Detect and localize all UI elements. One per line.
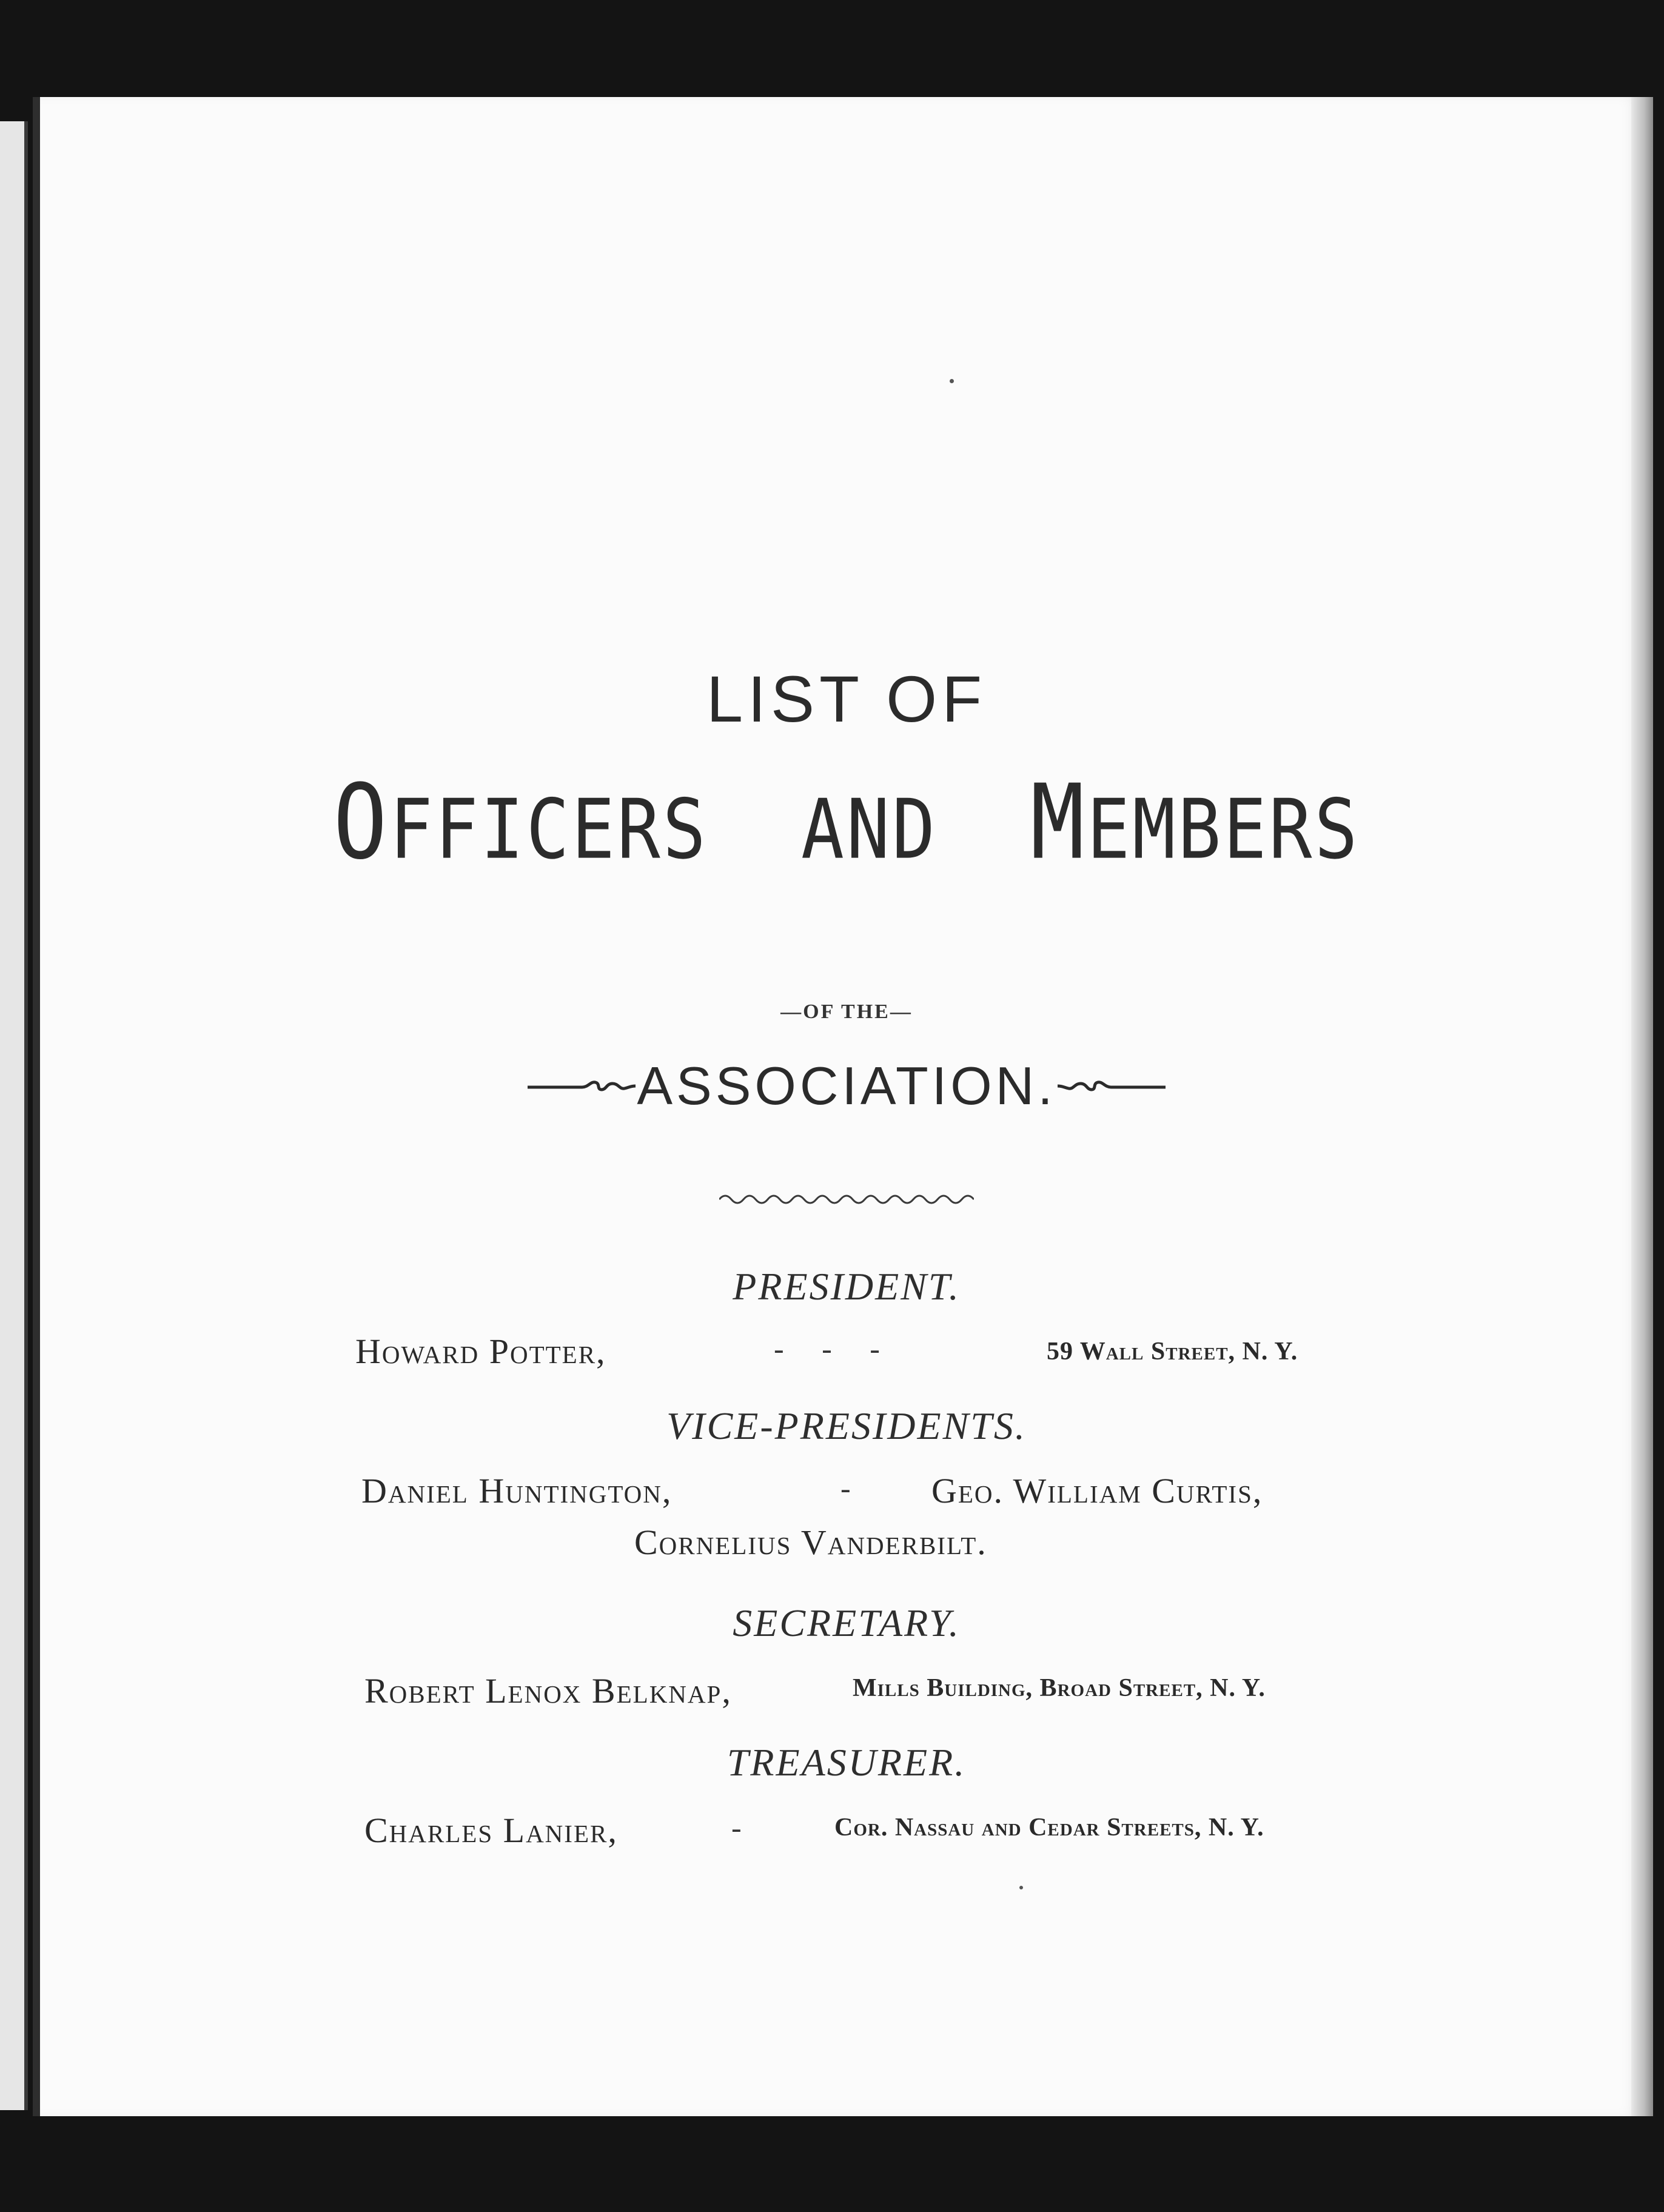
secretary-name: Robert Lenox Belknap, <box>364 1671 732 1711</box>
vice-president-name-2: Geo. William Curtis, <box>931 1471 1263 1510</box>
heading-secretary: SECRETARY. <box>733 1601 961 1644</box>
heading-president: PRESIDENT. <box>733 1265 961 1308</box>
president-leader-dashes: - - - <box>774 1332 880 1366</box>
right-flourish-ornament <box>1056 1074 1166 1098</box>
heading-vice-presidents: VICE-PRESIDENTS. <box>666 1404 1027 1447</box>
title-officers-rest: FFICERS <box>389 781 708 877</box>
treasurer-name: Charles Lanier, <box>364 1811 618 1850</box>
vice-president-name-1: Daniel Huntington, <box>361 1471 673 1510</box>
wavy-rule-ornament <box>40 1188 1653 1210</box>
title-association-row <box>40 1055 1653 1117</box>
title-of-the: —OF THE— <box>780 1000 913 1023</box>
president-address: 59 Wall Street, N. Y. <box>1047 1338 1298 1366</box>
vice-president-dash: - <box>840 1471 851 1505</box>
treasurer-address: Cor. Nassau and Cedar Streets, N. Y. <box>834 1814 1264 1842</box>
title-members-rest: EMBERS <box>1087 781 1360 877</box>
title-cap-m: M <box>1030 762 1087 882</box>
title-list-of: LIST OF <box>706 662 987 736</box>
title-officers-and-members <box>40 762 1653 882</box>
vice-president-name-3: Cornelius Vanderbilt. <box>634 1523 987 1562</box>
left-flourish-ornament <box>528 1074 637 1098</box>
facing-page-edge <box>0 121 28 2110</box>
secretary-address: Mills Building, Broad Street, N. Y. <box>853 1674 1266 1702</box>
title-and: AND <box>800 781 938 877</box>
paper-speck <box>950 379 954 383</box>
paper-speck <box>1019 1886 1023 1889</box>
title-cap-o: O <box>333 762 390 882</box>
title-association: ASSOCIATION. <box>637 1056 1056 1116</box>
treasurer-dash: - <box>731 1811 742 1845</box>
president-name: Howard Potter, <box>355 1332 606 1371</box>
heading-treasurer: TREASURER. <box>726 1741 967 1784</box>
document-page <box>33 97 1653 2116</box>
